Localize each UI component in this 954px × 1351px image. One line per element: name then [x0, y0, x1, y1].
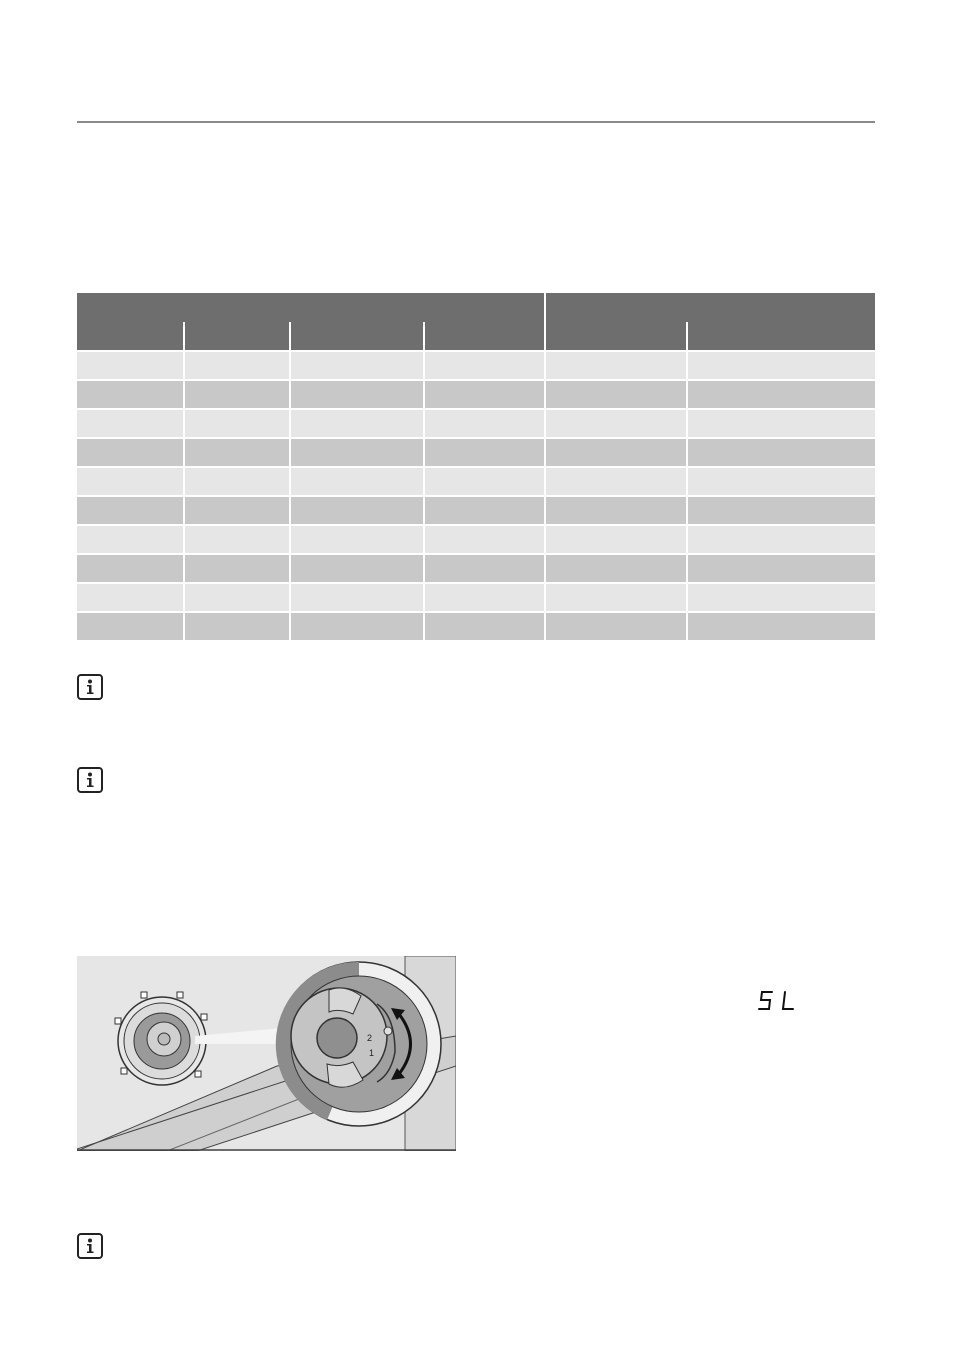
table-header-cell: [686, 322, 875, 350]
table-header-cell: [544, 322, 686, 350]
table-header-cell: [423, 322, 544, 350]
table-header-cell: [183, 322, 289, 350]
table-row: [77, 553, 875, 582]
table-row: [77, 466, 875, 495]
table-header-row: [77, 322, 875, 350]
table-row: [77, 350, 875, 379]
info-icon: [77, 674, 103, 700]
svg-text:2: 2: [367, 1033, 373, 1043]
header-rule: [77, 121, 875, 123]
table-header-cell: [289, 322, 423, 350]
table-header-group-right: [544, 293, 875, 322]
info-icon: [77, 1233, 103, 1259]
table-row: [77, 524, 875, 553]
data-table: [77, 293, 875, 640]
table-row: [77, 408, 875, 437]
display-readout: [758, 990, 798, 1012]
table-header-cell: [77, 322, 183, 350]
table-row: [77, 611, 875, 640]
table-header-group-row: [77, 293, 875, 322]
svg-text:1: 1: [369, 1048, 375, 1058]
table-row: [77, 379, 875, 408]
table-row: [77, 582, 875, 611]
info-icon: [77, 767, 103, 793]
table-row: [77, 495, 875, 524]
burner-adjustment-illustration: [77, 956, 456, 1151]
table-row: [77, 437, 875, 466]
table-header-group-left: [77, 293, 544, 322]
zoom-burner-detail: [276, 962, 441, 1126]
